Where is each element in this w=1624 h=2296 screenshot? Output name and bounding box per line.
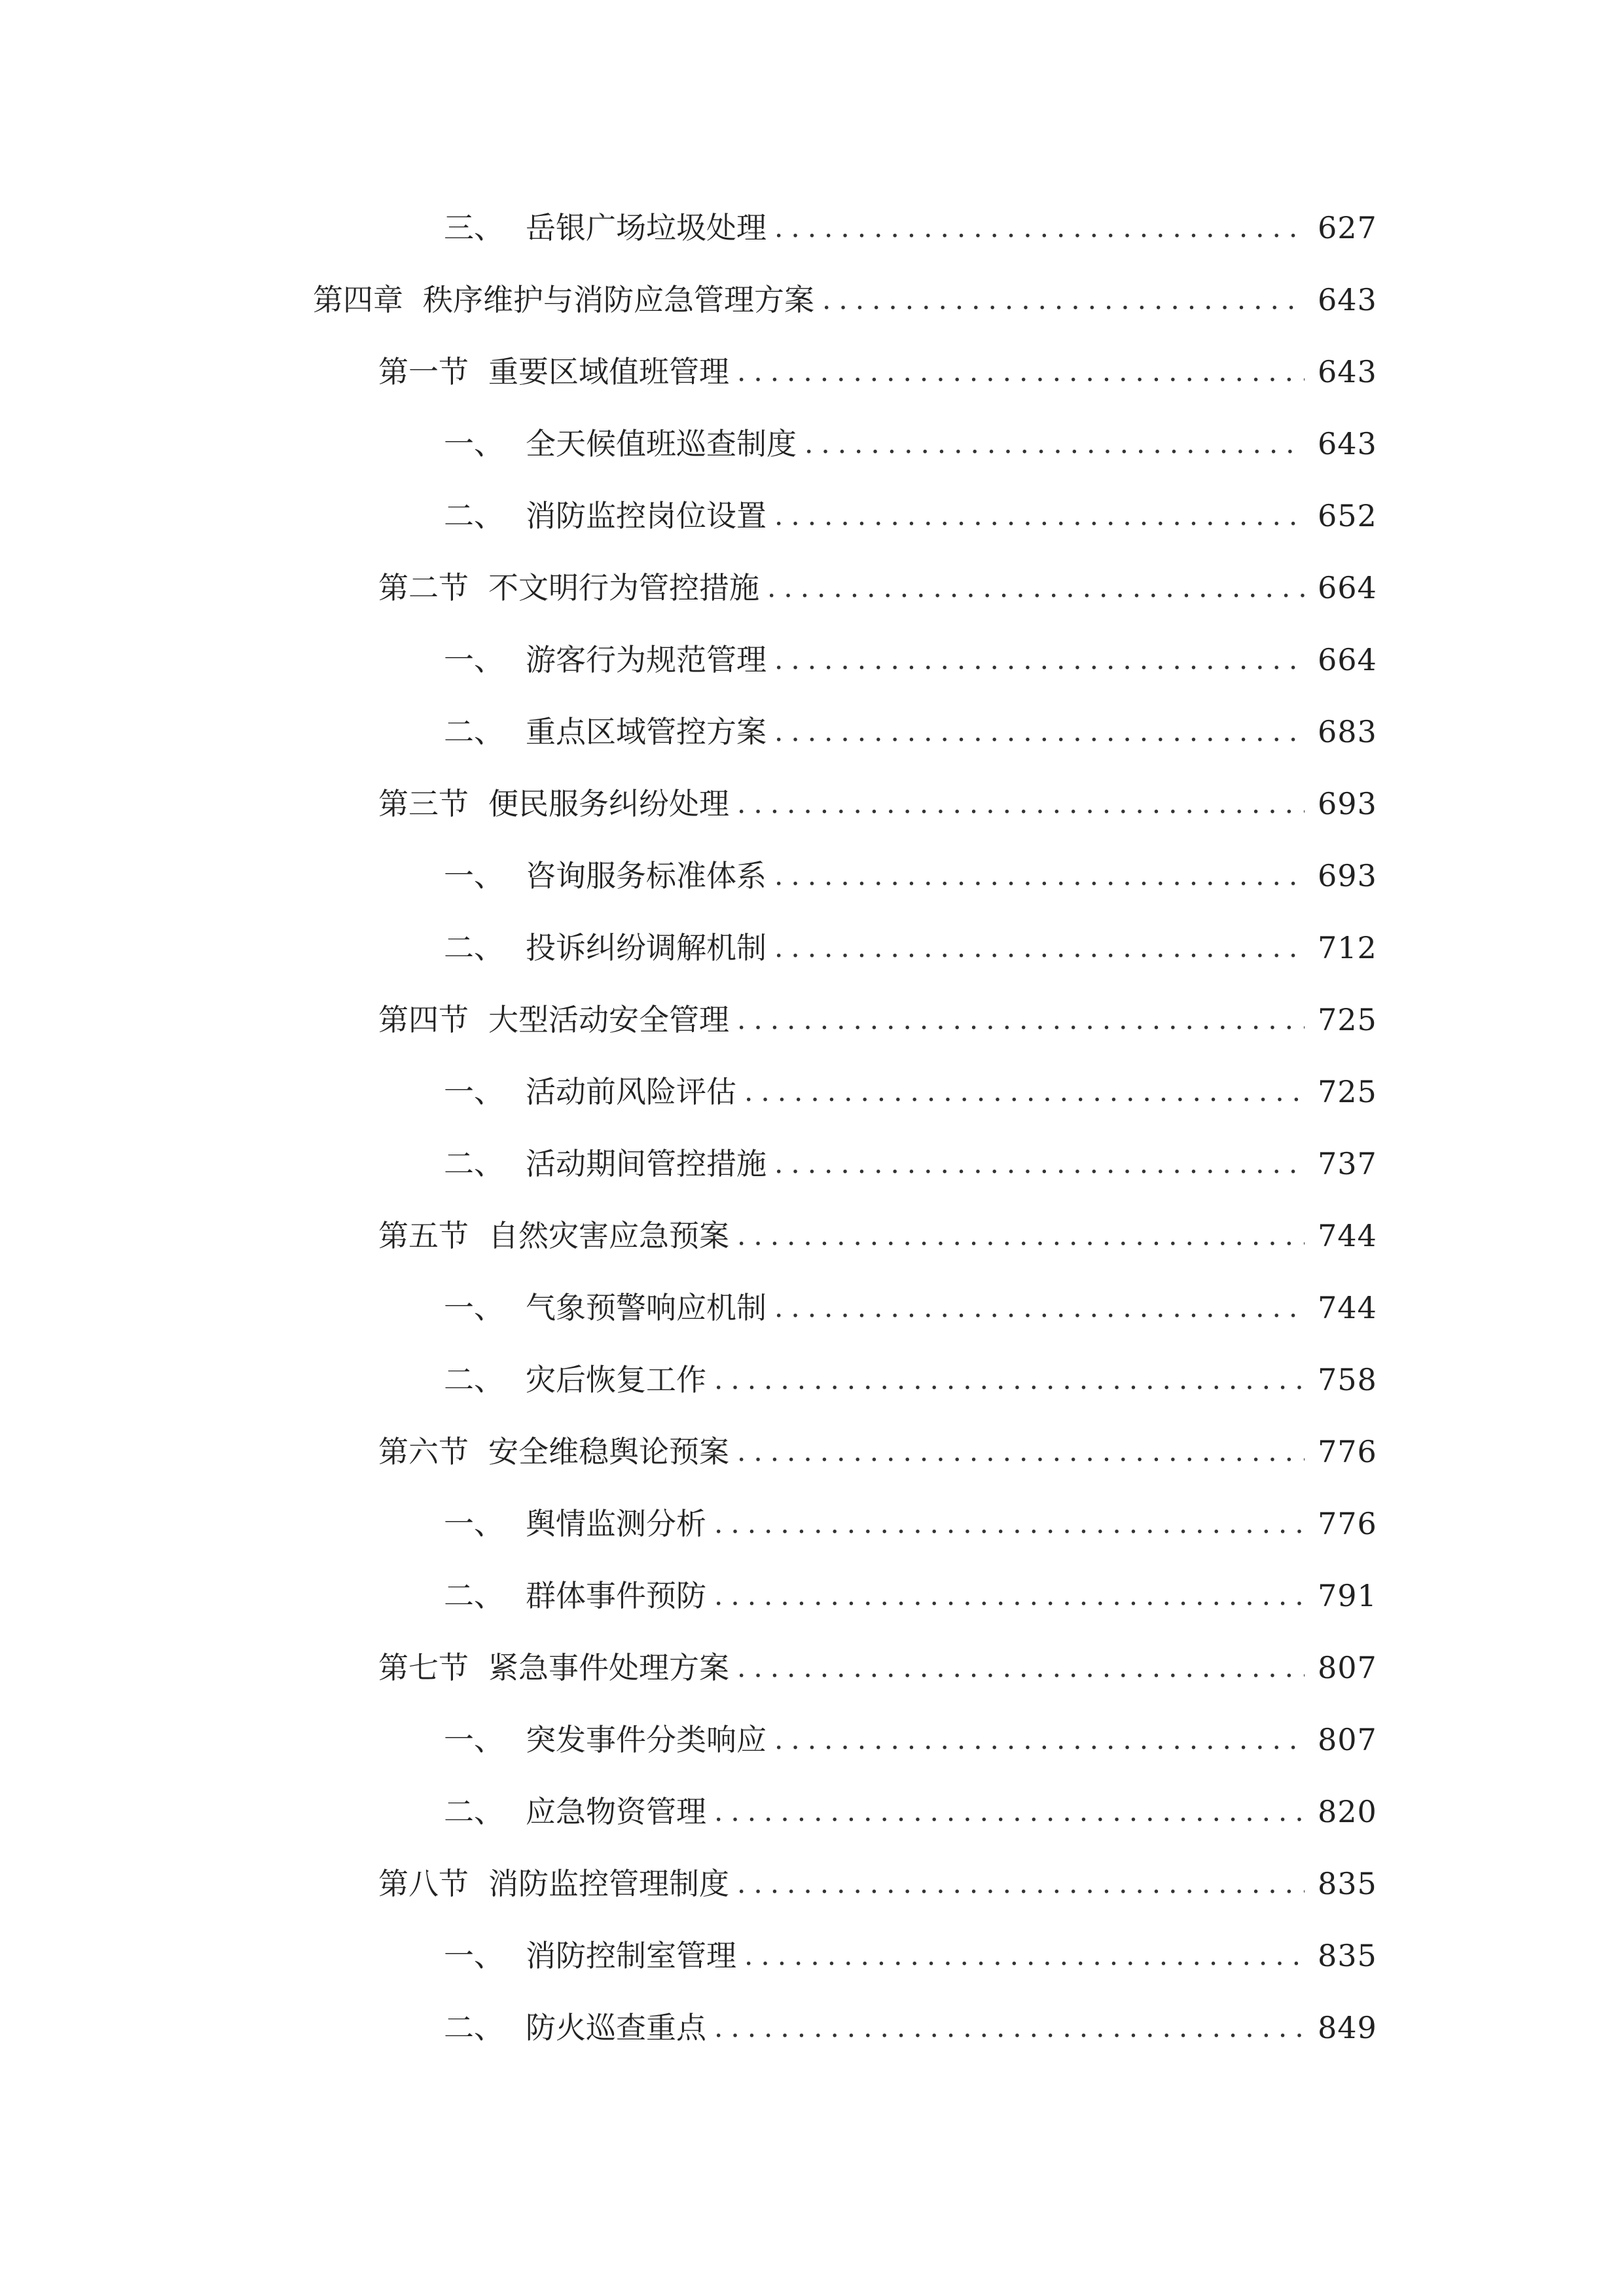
page-number: 643	[1318, 354, 1377, 389]
toc-entry-section-5[interactable]	[378, 1213, 1377, 1259]
dot-leader	[714, 1357, 1305, 1403]
dot-leader	[714, 1789, 1305, 1835]
entry-title: 气象预警响应机制	[526, 1290, 767, 1325]
page-number: 693	[1318, 858, 1377, 893]
dot-leader	[737, 1213, 1305, 1259]
dot-leader	[744, 1069, 1305, 1115]
entry-number: 二、	[444, 930, 504, 965]
toc-entry-section-1-item-2[interactable]	[444, 493, 1377, 539]
page-number: 791	[1318, 1578, 1377, 1613]
toc-entry-section-1-item-1[interactable]	[444, 421, 1377, 467]
toc-entry-section-8[interactable]	[378, 1861, 1377, 1907]
page-number: 835	[1318, 1938, 1377, 1973]
page-number: 652	[1318, 498, 1377, 533]
dot-leader	[774, 1717, 1305, 1763]
page-number: 725	[1318, 1002, 1377, 1037]
page-number: 744	[1318, 1218, 1377, 1253]
entry-title: 舆情监测分析	[526, 1506, 706, 1541]
page-number: 737	[1318, 1146, 1377, 1181]
entry-title: 消防监控岗位设置	[526, 498, 767, 533]
entry-title: 消防监控管理制度	[488, 1866, 729, 1901]
entry-number: 第一节	[378, 354, 469, 389]
toc-entry-section-5-item-1[interactable]	[444, 1285, 1377, 1331]
entry-title: 大型活动安全管理	[488, 1002, 729, 1037]
entry-number: 二、	[444, 714, 504, 749]
toc-entry-section-5-item-2[interactable]	[444, 1357, 1377, 1403]
dot-leader	[767, 565, 1305, 611]
entry-number: 一、	[444, 858, 504, 893]
entry-number: 一、	[444, 1074, 504, 1109]
page-number: 776	[1318, 1506, 1377, 1541]
entry-title: 重点区域管控方案	[526, 714, 767, 749]
dot-leader	[774, 493, 1305, 539]
dot-leader	[774, 925, 1305, 971]
entry-number: 一、	[444, 1938, 504, 1973]
dot-leader	[737, 1429, 1305, 1475]
entry-number: 第五节	[378, 1218, 469, 1253]
dot-leader	[774, 1285, 1305, 1331]
dot-leader	[774, 205, 1305, 251]
entry-title: 突发事件分类响应	[526, 1722, 767, 1757]
page-number: 758	[1318, 1362, 1377, 1397]
page-number: 725	[1318, 1074, 1377, 1109]
dot-leader	[714, 1573, 1305, 1619]
dot-leader	[737, 1645, 1305, 1691]
toc-entry-section-2-item-1[interactable]	[444, 637, 1377, 683]
entry-title: 不文明行为管控措施	[488, 570, 759, 605]
entry-number: 第二节	[378, 570, 469, 605]
dot-leader	[744, 1933, 1305, 1979]
dot-leader	[737, 1861, 1305, 1907]
toc-entry-section-4-item-2[interactable]	[444, 1141, 1377, 1187]
entry-number: 一、	[444, 1290, 504, 1325]
dot-leader	[804, 421, 1305, 467]
toc-entry-yueyin-garbage[interactable]	[444, 205, 1377, 251]
dot-leader	[774, 1141, 1305, 1187]
entry-number: 第四章	[313, 282, 403, 317]
entry-title: 咨询服务标准体系	[526, 858, 767, 893]
toc-entry-section-3-item-2[interactable]	[444, 925, 1377, 971]
entry-number: 二、	[444, 2010, 504, 2045]
page-number: 693	[1318, 786, 1377, 821]
page-number: 820	[1318, 1794, 1377, 1829]
toc-entry-section-8-item-1[interactable]	[444, 1933, 1377, 1979]
page-number: 849	[1318, 2010, 1377, 2045]
toc-entry-section-7-item-2[interactable]	[444, 1789, 1377, 1835]
entry-title: 消防控制室管理	[526, 1938, 736, 1973]
toc-entry-section-4[interactable]	[378, 997, 1377, 1043]
entry-title: 秩序维护与消防应急管理方案	[423, 282, 814, 317]
dot-leader	[822, 277, 1305, 323]
entry-title: 紧急事件处理方案	[488, 1650, 729, 1685]
dot-leader	[737, 781, 1305, 827]
page-number: 776	[1318, 1434, 1377, 1469]
entry-number: 第七节	[378, 1650, 469, 1685]
entry-number: 第三节	[378, 786, 469, 821]
page-number: 807	[1318, 1650, 1377, 1685]
toc-entry-section-1[interactable]	[378, 349, 1377, 395]
entry-number: 第四节	[378, 1002, 469, 1037]
entry-title: 重要区域值班管理	[488, 354, 729, 389]
entry-number: 一、	[444, 642, 504, 677]
entry-title: 安全维稳舆论预案	[488, 1434, 729, 1469]
entry-title: 活动前风险评估	[526, 1074, 736, 1109]
entry-number: 第六节	[378, 1434, 469, 1469]
entry-title: 全天候值班巡查制度	[526, 426, 797, 461]
toc-entry-section-6-item-1[interactable]	[444, 1501, 1377, 1547]
entry-title: 应急物资管理	[526, 1794, 706, 1829]
dot-leader	[714, 1501, 1305, 1547]
page-number: 744	[1318, 1290, 1377, 1325]
entry-number: 二、	[444, 498, 504, 533]
toc-entry-section-4-item-1[interactable]	[444, 1069, 1377, 1115]
toc-entry-section-8-item-2[interactable]	[444, 2005, 1377, 2051]
page-number: 643	[1318, 282, 1377, 317]
entry-number: 二、	[444, 1794, 504, 1829]
toc-entry-section-7-item-1[interactable]	[444, 1717, 1377, 1763]
dot-leader	[737, 997, 1305, 1043]
toc-entry-section-2[interactable]	[378, 565, 1377, 611]
dot-leader	[774, 709, 1305, 755]
page-number: 627	[1318, 210, 1377, 245]
page-number: 835	[1318, 1866, 1377, 1901]
entry-title: 游客行为规范管理	[526, 642, 767, 677]
toc-entry-chapter-4[interactable]	[313, 277, 1377, 323]
page-number: 712	[1318, 930, 1377, 965]
page-number: 664	[1318, 642, 1377, 677]
page-number: 807	[1318, 1722, 1377, 1757]
page-number: 664	[1318, 570, 1377, 605]
toc-entry-section-3-item-1[interactable]	[444, 853, 1377, 899]
toc-entry-section-6-item-2[interactable]	[444, 1573, 1377, 1619]
entry-number: 一、	[444, 1722, 504, 1757]
entry-title: 防火巡查重点	[526, 2010, 706, 2045]
entry-number: 二、	[444, 1362, 504, 1397]
entry-title: 群体事件预防	[526, 1578, 706, 1613]
entry-title: 活动期间管控措施	[526, 1146, 767, 1181]
entry-number: 一、	[444, 1506, 504, 1541]
entry-number: 第八节	[378, 1866, 469, 1901]
entry-title: 投诉纠纷调解机制	[526, 930, 767, 965]
dot-leader	[774, 853, 1305, 899]
entry-title: 自然灾害应急预案	[488, 1218, 729, 1253]
entry-number: 二、	[444, 1578, 504, 1613]
entry-number: 二、	[444, 1146, 504, 1181]
toc-entry-section-3[interactable]	[378, 781, 1377, 827]
entry-number: 三、	[444, 210, 504, 245]
toc-entry-section-7[interactable]	[378, 1645, 1377, 1691]
page-number: 683	[1318, 714, 1377, 749]
dot-leader	[714, 2005, 1305, 2051]
entry-title: 岳银广场垃圾处理	[526, 210, 767, 245]
entry-title: 灾后恢复工作	[526, 1362, 706, 1397]
dot-leader	[737, 349, 1305, 395]
dot-leader	[774, 637, 1305, 683]
entry-title: 便民服务纠纷处理	[488, 786, 729, 821]
entry-number: 一、	[444, 426, 504, 461]
page-number: 643	[1318, 426, 1377, 461]
toc-entry-section-6[interactable]	[378, 1429, 1377, 1475]
toc-entry-section-2-item-2[interactable]	[444, 709, 1377, 755]
